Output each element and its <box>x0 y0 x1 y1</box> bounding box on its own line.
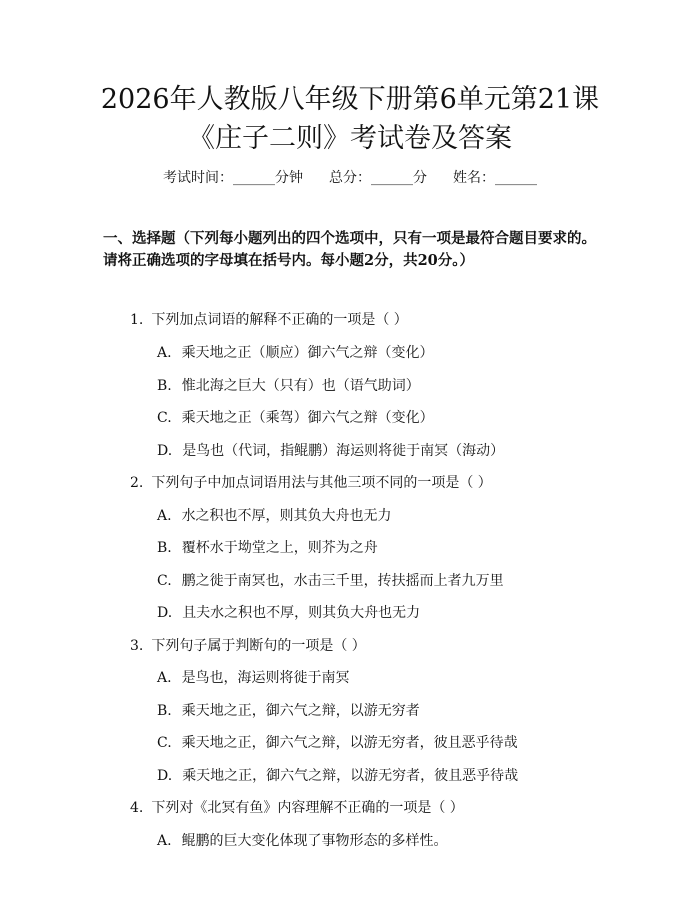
question-1-option-a <box>157 343 434 363</box>
option-text: 是鸟也，海运则将徙于南冥 <box>181 670 350 686</box>
option-text: 水之积也不厚，则其负大舟也无力 <box>181 508 392 524</box>
question-2-option-d <box>157 603 420 623</box>
option-letter: D. <box>157 768 173 784</box>
exam-title-line2: 《庄子二则》考试卷及答案 <box>188 123 512 154</box>
option-letter: C. <box>157 573 172 589</box>
option-text: 且夫水之积也不厚，则其负大舟也无力 <box>182 605 421 621</box>
option-letter: B. <box>157 703 172 719</box>
question-2 <box>130 473 492 493</box>
question-4 <box>130 798 464 818</box>
question-number: 2. <box>130 475 144 491</box>
question-4-option-a <box>157 831 448 851</box>
option-text: 乘天地之正，御六气之辩，以游无穷者，彼且恶乎待哉 <box>182 768 519 784</box>
question-1-option-c <box>157 408 434 428</box>
exam-time-field: 考试时间：______分钟 <box>163 170 303 186</box>
question-1-option-d <box>157 441 504 461</box>
question-number: 3. <box>130 638 144 654</box>
question-2-option-c <box>157 571 504 591</box>
exam-title-line1: 2026年人教版八年级下册第6单元第21课 <box>100 84 600 115</box>
option-letter: A. <box>157 670 172 686</box>
question-3-option-d <box>157 766 518 786</box>
option-text: 乘天地之正（乘驾）御六气之辩（变化） <box>181 410 434 426</box>
option-text: 鲲鹏的巨大变化体现了事物形态的多样性。 <box>181 833 448 849</box>
question-3-option-b <box>157 701 420 721</box>
option-text: 乘天地之正，御六气之辩，以游无穷者 <box>181 703 420 719</box>
question-3-option-a <box>157 668 350 688</box>
question-2-option-b <box>157 538 378 558</box>
option-text: 覆杯水于坳堂之上，则芥为之舟 <box>181 540 378 556</box>
section-heading-multiple-choice: 一、选择题（下列每小题列出的四个选项中，只有一项是最符合题目要求的。请将正确选项的字母填在括号内。每小题2分，共20分。） <box>103 230 596 269</box>
question-2-option-a <box>157 506 392 526</box>
question-3-option-c <box>157 733 518 753</box>
option-letter: B. <box>157 540 172 556</box>
option-text: 鹏之徙于南冥也，水击三千里，抟扶摇而上者九万里 <box>181 573 504 589</box>
option-letter: B. <box>157 378 172 394</box>
option-text: 乘天地之正，御六气之辩，以游无穷者，彼且恶乎待哉 <box>181 735 518 751</box>
student-name-field: 姓名：______ <box>453 170 537 186</box>
question-number: 1. <box>130 312 144 328</box>
option-letter: A. <box>157 833 172 849</box>
option-text: 是鸟也（代词，指鲲鹏）海运则将徙于南冥（海动） <box>182 443 505 459</box>
question-1 <box>130 310 408 330</box>
option-letter: D. <box>157 443 173 459</box>
option-text: 惟北海之巨大（只有）也（语气助词） <box>181 378 420 394</box>
option-letter: D. <box>157 605 173 621</box>
question-stem: 下列加点词语的解释不正确的一项是（ ） <box>151 312 408 328</box>
option-letter: A. <box>157 345 172 361</box>
question-number: 4. <box>130 800 144 816</box>
option-letter: C. <box>157 735 172 751</box>
total-score-field: 总分：______分 <box>329 170 427 186</box>
question-stem: 下列句子属于判断句的一项是（ ） <box>151 638 366 654</box>
option-text: 乘天地之正（顺应）御六气之辩（变化） <box>181 345 434 361</box>
question-3 <box>130 636 366 656</box>
question-stem: 下列句子中加点词语用法与其他三项不同的一项是（ ） <box>151 475 492 491</box>
question-stem: 下列对《北冥有鱼》内容理解不正确的一项是（ ） <box>151 800 464 816</box>
option-letter: A. <box>157 508 172 524</box>
exam-info-line <box>0 168 700 188</box>
option-letter: C. <box>157 410 172 426</box>
question-1-option-b <box>157 376 420 396</box>
